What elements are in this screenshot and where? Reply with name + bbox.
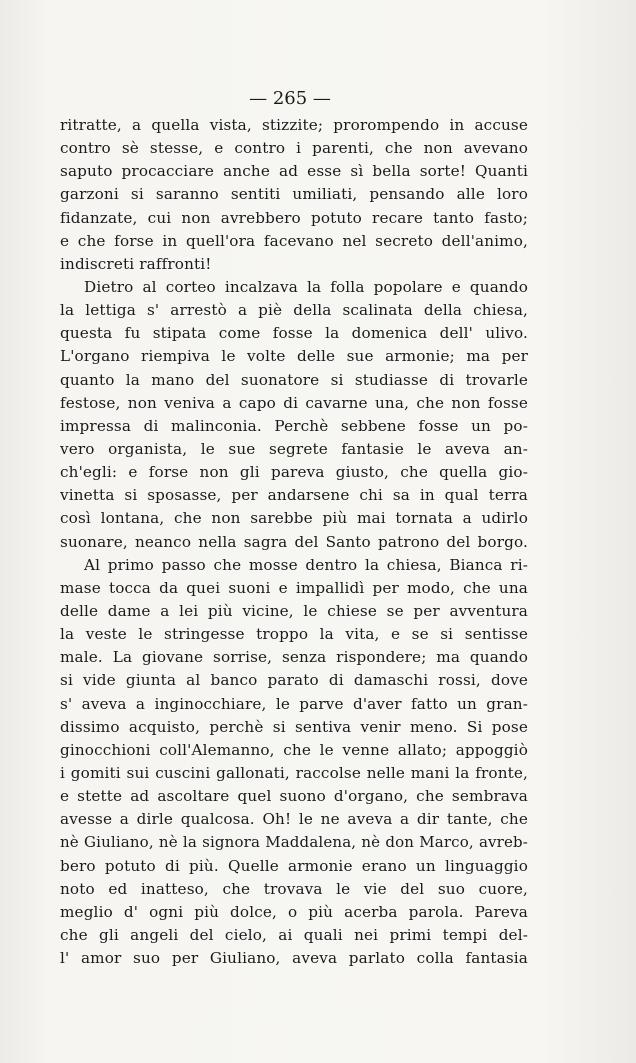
- text-line: questa fu stipata come fosse la domenica dell' ulivo.: [60, 324, 528, 343]
- text-line: l' amor suo per Giuliano, aveva parlato colla fantasia: [60, 949, 528, 968]
- text-line: meglio d' ogni più dolce, o più acerba parola. Pareva: [60, 902, 528, 921]
- text-line: vinetta si sposasse, per andarsene chi sa in qual terra: [60, 486, 528, 505]
- text-line: delle dame a lei più vicine, le chiese se per avventura: [60, 601, 528, 620]
- text-line: e che forse in quell'ora facevano nel secreto dell'animo,: [60, 231, 528, 250]
- text-line: indiscreti raffronti!: [60, 254, 212, 273]
- text-line: e stette ad ascoltare quel suono d'organo, che sembrava: [60, 787, 528, 806]
- text-line: noto ed inatteso, che trovava le vie del suo cuore,: [60, 879, 528, 898]
- text-line: così lontana, che non sarebbe più mai tornata a udirlo: [60, 509, 528, 528]
- text-line: che gli angeli del cielo, ai quali nei primi tempi del-: [60, 925, 528, 944]
- text-line: festose, non veniva a capo di cavarne una, che non fosse: [60, 393, 528, 412]
- text-line: vero organista, le sue segrete fantasie le aveva an-: [60, 439, 528, 458]
- text-line: ginocchioni coll'Alemanno, che le venne allato; appoggiò: [60, 740, 528, 759]
- text-line: fidanzate, cui non avrebbero potuto recare tanto fasto;: [60, 208, 528, 227]
- text-line: i gomiti sui cuscini gallonati, raccolse nelle mani la fronte,: [60, 763, 528, 782]
- text-line: dissimo acquisto, perchè si sentiva venir meno. Si pose: [60, 717, 528, 736]
- text-line: contro sè stesse, e contro i parenti, che non avevano: [60, 139, 528, 158]
- text-line: saputo procacciare anche ad esse sì bella sorte! Quanti: [60, 162, 528, 181]
- text-line: si vide giunta al banco parato di damaschi rossi, dove: [60, 671, 528, 690]
- text-line: suonare, neanco nella sagra del Santo patrono del borgo.: [60, 532, 528, 551]
- body-text: [60, 114, 528, 970]
- paragraph-start-line: Al primo passo che mosse dentro la chiesa, Bianca ri-: [84, 555, 528, 574]
- text-line: ritratte, a quella vista, stizzite; prorompendo in accuse: [60, 116, 528, 134]
- text-line: garzoni si saranno sentiti umiliati, pensando alle loro: [60, 185, 528, 204]
- text-line: ch'egli: e forse non gli pareva giusto, che quella gio-: [60, 463, 528, 482]
- text-line: la lettiga s' arrestò a piè della scalinata della chiesa,: [60, 301, 528, 320]
- paragraph-start-line: Dietro al corteo incalzava la folla popolare e quando: [84, 277, 528, 296]
- text-line: male. La giovane sorrise, senza rispondere; ma quando: [60, 648, 528, 667]
- text-line: L'organo riempiva le volte delle sue armonie; ma per: [60, 347, 528, 366]
- text-line: quanto la mano del suonatore si studiasse di trovarle: [60, 370, 528, 389]
- text-line: bero potuto di più. Quelle armonie erano un linguaggio: [60, 856, 528, 875]
- text-line: la veste le stringesse troppo la vita, e se si sentisse: [60, 625, 528, 644]
- page-number: — 265 —: [249, 88, 331, 109]
- text-line: s' aveva a inginocchiare, le parve d'aver fatto un gran-: [60, 694, 528, 713]
- text-line: avesse a dirle qualcosa. Oh! le ne aveva a dir tante, che: [60, 810, 528, 829]
- text-line: mase tocca da quei suoni e impallidì per modo, che una: [60, 578, 528, 597]
- text-line: impressa di malinconia. Perchè sebbene fosse un po-: [60, 416, 528, 435]
- text-line: nè Giuliano, nè la signora Maddalena, nè don Marco, avreb-: [60, 833, 528, 852]
